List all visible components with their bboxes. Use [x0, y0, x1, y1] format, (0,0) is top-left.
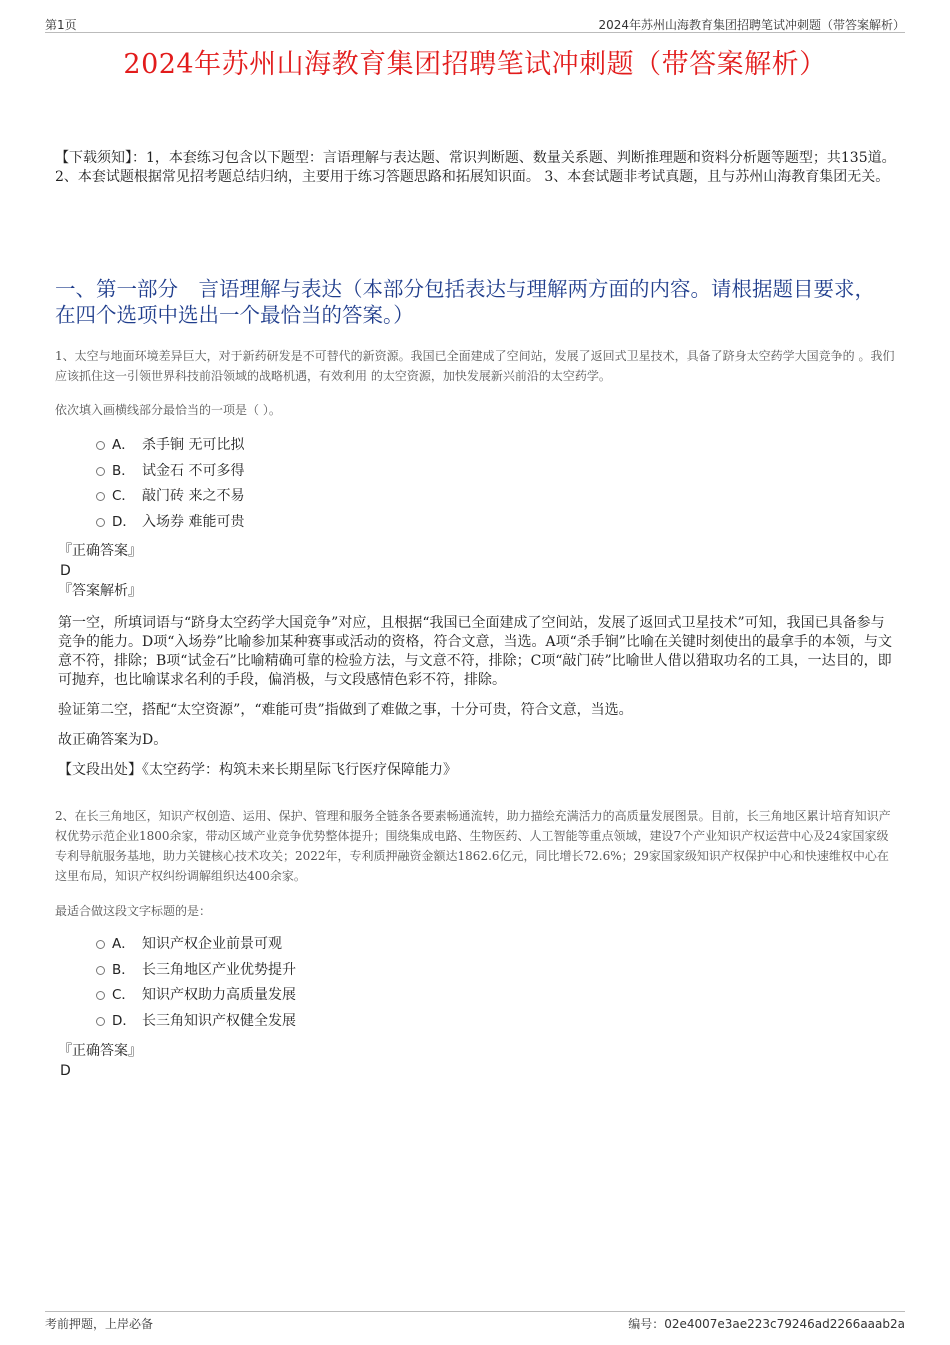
question-2-options	[96, 932, 296, 1034]
option-d[interactable]: D． 长三角知识产权健全发展	[96, 1009, 296, 1035]
answer-label: 『正确答案』	[58, 543, 142, 559]
option-d[interactable]: D． 入场券 难能可贵	[96, 510, 244, 536]
radio-icon[interactable]	[96, 492, 105, 501]
question-2-text: 2、在长三角地区，知识产权创造、运用、保护、管理和服务全链条各要素畅通流转，助力描绘充满活力的高质量发展图景。目前，长三角地区累计培育知识产权优势示范企业1800余家，带动区域产业竞争优势整体提升；围绕集成电路、生物医药、人工智能等重点领域，建设7个产业知识产权运营中心及24家国家级专利导航服务基地，助力关键核心技术攻关；2022年，专利质押融资金额达1862.6亿元，同比增长72.6%；29家国家级知识产权保护中心和快速维权中心在这里布局，知识产权纠纷调解组织达400余家。	[55, 809, 891, 883]
question-2-answer	[58, 1041, 142, 1081]
radio-icon[interactable]	[96, 966, 105, 975]
radio-icon[interactable]	[96, 467, 105, 476]
option-text: 长三角地区产业优势提升	[142, 961, 296, 978]
radio-icon[interactable]	[96, 1017, 105, 1026]
option-text: 知识产权助力高质量发展	[142, 987, 296, 1003]
question-2-prompt: 最适合做这段文字标题的是：	[55, 904, 212, 918]
question-1-answer	[58, 541, 142, 601]
option-b[interactable]: B． 长三角地区产业优势提升	[96, 958, 296, 984]
option-c[interactable]: C． 知识产权助力高质量发展	[96, 983, 296, 1009]
answer-value: D	[60, 1063, 71, 1079]
option-c[interactable]: C． 敲门砖 来之不易	[96, 484, 244, 510]
radio-icon[interactable]	[96, 940, 105, 949]
question-1-options	[96, 433, 244, 535]
option-text: 长三角知识产权健全发展	[142, 1012, 296, 1029]
question-1-text: 1、太空与地面环境差异巨大，对于新药研发是不可替代的新资源。我国已全面建成了空间站，发展了返回式卫星技术，具备了跻身太空药学大国竞争的 。我们应该抓住这一引领世界科技前沿领域的战略机遇，有效利用 的太空资源，加快发展新兴前沿的太空药学。	[55, 349, 895, 383]
option-text: 试金石 不可多得	[142, 462, 245, 479]
option-a[interactable]: A． 知识产权企业前景可观	[96, 932, 296, 958]
answer-value: D	[60, 563, 71, 579]
analysis-paragraph: 第一空，所填词语与“跻身太空药学大国竞争”对应，且根据“我国已全面建成了空间站，发展了返回式卫星技术”可知，我国已具备参与竞争的能力。D项“入场券”比喻参加某种赛事或活动的资格，符合文意，当选。A项“杀手锏”比喻在关键时刻使出的最拿手的本领，与文意不符，排除；B项“试金石”比喻精确可靠的检验方法，与文意不符，排除；C项“敲门砖”比喻世人借以猎取功名的工具，一达目的，即可抛弃，也比喻谋求名利的手段，偏消极，与文段感情色彩不符，排除。	[58, 615, 892, 688]
analysis-source: 【文段出处】《太空药学：构筑未来长期星际飞行医疗保障能力》	[58, 762, 457, 778]
page-header	[45, 14, 905, 33]
page-number: 第1页	[45, 18, 77, 32]
section-heading: 一、第一部分 言语理解与表达（本部分包括表达与理解两方面的内容。请根据题目要求，在四个选项中选出一个最恰当的答案。）	[55, 277, 875, 327]
download-notice: 【下载须知】：1，本套练习包含以下题型：言语理解与表达题、常识判断题、数量关系题、判断推理题和资料分析题等题型；共135道。 2、本套试题根据常见招考题总结归纳，主要用于练习答题思路和拓展知识面。 3、本套试题非考试真题，且与苏州山海教育集团无关。	[55, 150, 896, 185]
question-1-analysis	[58, 614, 898, 791]
analysis-paragraph: 验证第二空，搭配“太空资源”，“难能可贵”指做到了难做之事，十分可贵，符合文意，当选。	[58, 702, 633, 718]
page-footer	[45, 1311, 905, 1332]
option-text: 敲门砖 来之不易	[142, 488, 245, 504]
document-title: 2024年苏州山海教育集团招聘笔试冲刺题（带答案解析）	[123, 49, 827, 80]
document-id: 编号：02e4007e3ae223c79246ad2266aaab2a	[628, 1317, 905, 1331]
analysis-label: 『答案解析』	[58, 583, 142, 599]
option-b[interactable]: B． 试金石 不可多得	[96, 459, 244, 485]
radio-icon[interactable]	[96, 441, 105, 450]
radio-icon[interactable]	[96, 518, 105, 527]
running-title: 2024年苏州山海教育集团招聘笔试冲刺题（带答案解析）	[598, 18, 905, 32]
question-1-prompt: 依次填入画横线部分最恰当的一项是（ ）。	[55, 403, 281, 417]
option-text: 入场券 难能可贵	[142, 513, 245, 530]
analysis-paragraph: 故正确答案为D。	[58, 732, 168, 748]
option-a[interactable]: A． 杀手锏 无可比拟	[96, 433, 244, 459]
option-text: 知识产权企业前景可观	[142, 936, 282, 952]
footer-slogan: 考前押题，上岸必备	[45, 1317, 154, 1331]
option-text: 杀手锏 无可比拟	[142, 437, 245, 453]
radio-icon[interactable]	[96, 991, 105, 1000]
answer-label: 『正确答案』	[58, 1043, 142, 1059]
